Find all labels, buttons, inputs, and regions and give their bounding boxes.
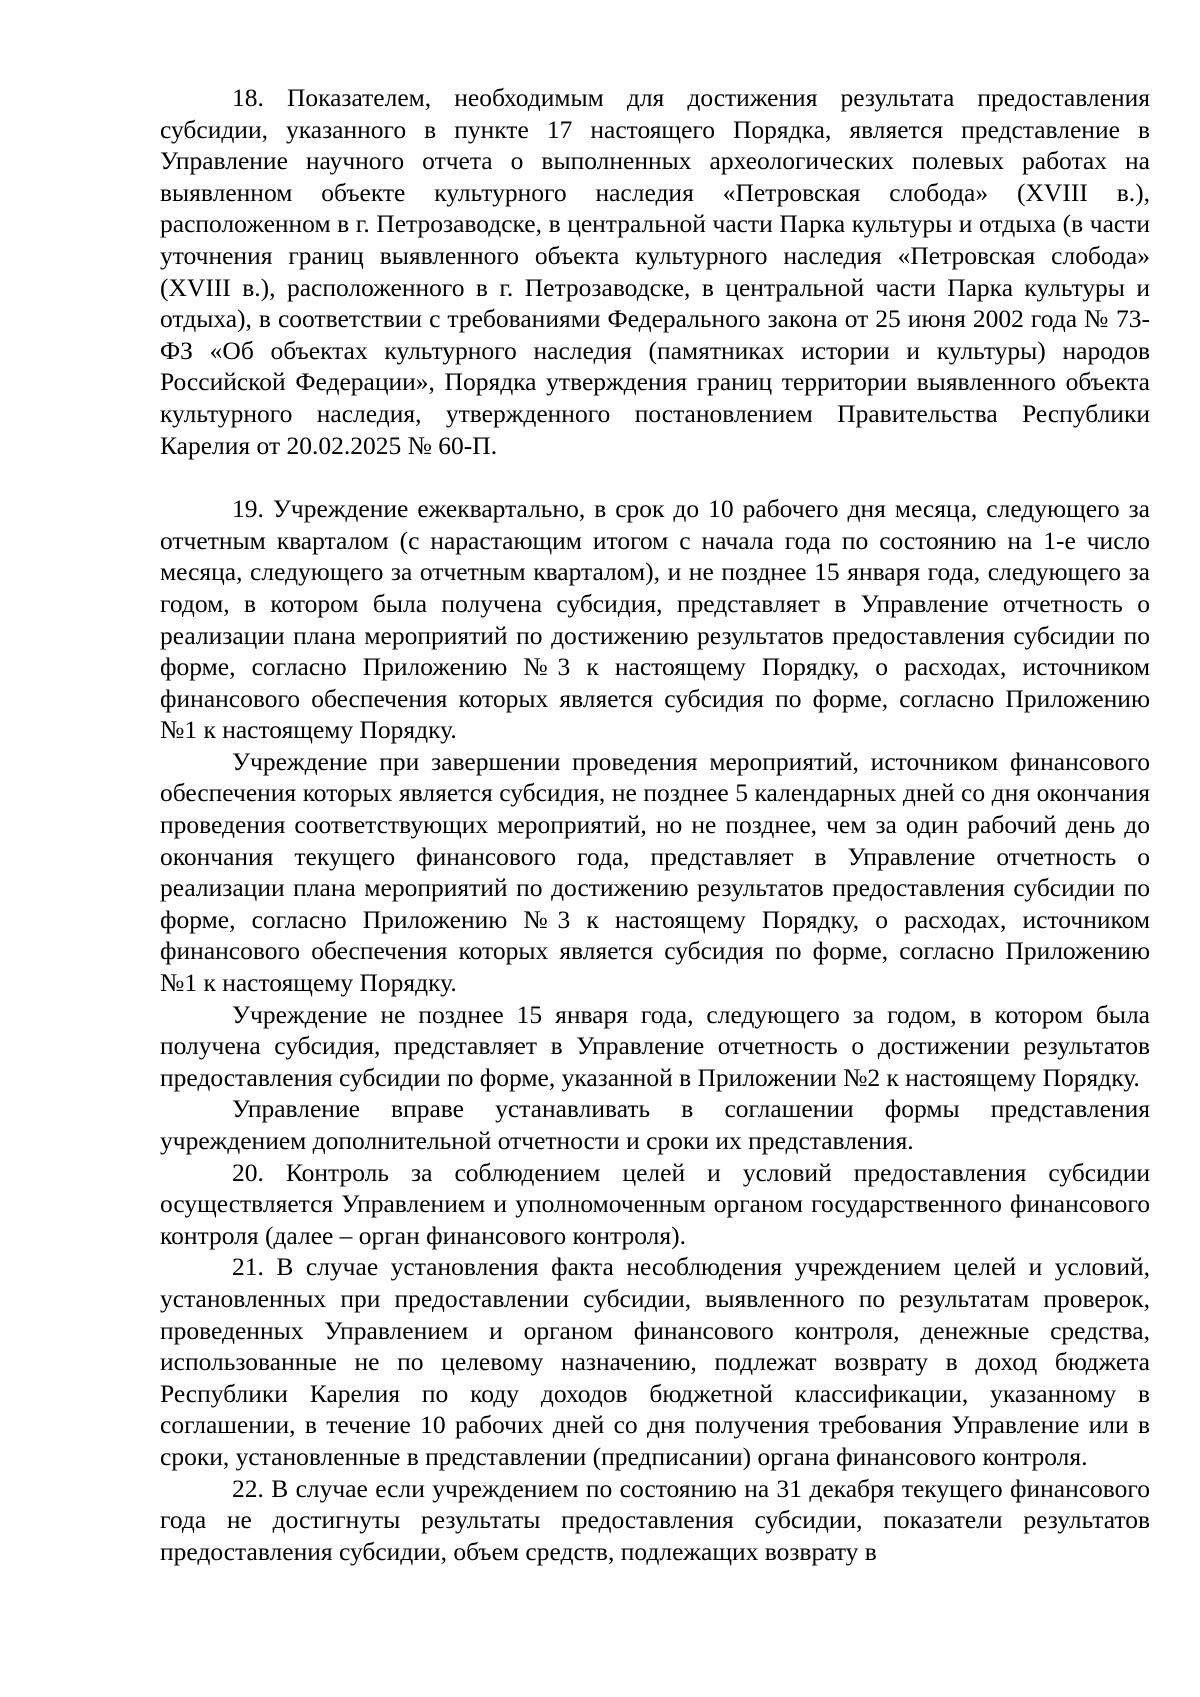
document-page (160, 82, 1150, 1567)
paragraph-19-completion-report: Учреждение при завершении проведения мероприятий, источником финансового обеспечения которых является субсидия, не позднее 5 календарных дней со дня окончания проведения соответствующих мероприятий, но не позднее, чем за один рабочий день до окончания текущего финансового года, представляет в Управление отчетность о реализации плана мероприятий по достижению результатов предоставления субсидии по форме, согласно Приложению №3 к настоящему Порядку, о расходах, источником финансового обеспечения которых является субсидия по форме, согласно Приложению №1 к настоящему Порядку. (160, 746, 1150, 998)
paragraph-19-results-report: Учреждение не позднее 15 января года, следующего за годом, в котором была получена субсидия, представляет в Управление отчетность о достижении результатов предоставления субсидии по форме, указанной в Приложении №2 к настоящему Порядку. (160, 999, 1150, 1092)
paragraph-19-additional-reporting: Управление вправе устанавливать в соглашении формы представления учреждением дополнительной отчетности и сроки их представления. (160, 1094, 1150, 1155)
paragraph-19: 19. Учреждение ежеквартально, в срок до 10 рабочего дня месяца, следующего за отчетным кварталом (с нарастающим итогом с начала года по состоянию на 1-е число месяца, следующего за отчетным кварталом), и не позднее 15 января года, следующего за годом, в котором была получена субсидия, представляет в Управление отчетность о реализации плана мероприятий по достижению результатов предоставления субсидии по форме, согласно Приложению №3 к настоящему Порядку, о расходах, источником финансового обеспечения которых является субсидия по форме, согласно Приложению №1 к настоящему Порядку. (160, 494, 1150, 745)
paragraph-18: 18. Показателем, необходимым для достижения результата предоставления субсидии, указанного в пункте 17 настоящего Порядка, является представление в Управление научного отчета о выполненных археологических полевых работах на выявленном объекте культурного наследия «Петровская слобода» (XVIII в.), расположенном в г. Петрозаводске, в центральной части Парка культуры и отдыха (в части уточнения границ выявленного объекта культурного наследия «Петровская слобода» (XVIII в.), расположенного в г. Петрозаводске, в центральной части Парка культуры и отдыха), в соответствии с требованиями Федерального закона от 25 июня 2002 года № 73-ФЗ «Об объектах культурного наследия (памятниках истории и культуры) народов Российской Федерации», Порядка утверждения границ территории выявленного объекта культурного наследия, утвержденного постановлением Правительства Республики Карелия от 20.02.2025 № 60-П. (160, 83, 1150, 460)
paragraph-20: 20. Контроль за соблюдением целей и условий предоставления субсидии осуществляется Управлением и уполномоченным органом государственного финансового контроля (далее – орган финансового контроля). (160, 1157, 1150, 1250)
paragraph-21: 21. В случае установления факта несоблюдения учреждением целей и условий, установленных при предоставлении субсидии, выявленного по результатам проверок, проведенных Управлением и органом финансового контроля, денежные средства, использованные не по целевому назначению, подлежат возврату в доход бюджета Республики Карелия по коду доходов бюджетной классификации, указанному в соглашении, в течение 10 рабочих дней со дня получения требования Управление или в сроки, установленные в представлении (предписании) органа финансового контроля. (160, 1252, 1150, 1471)
paragraph-gap (160, 461, 1150, 493)
paragraph-22: 22. В случае если учреждением по состоянию на 31 декабря текущего финансового года не достигнуты результаты предоставления субсидии, показатели результатов предоставления субсидии, объем средств, подлежащих возврату в (160, 1473, 1150, 1566)
